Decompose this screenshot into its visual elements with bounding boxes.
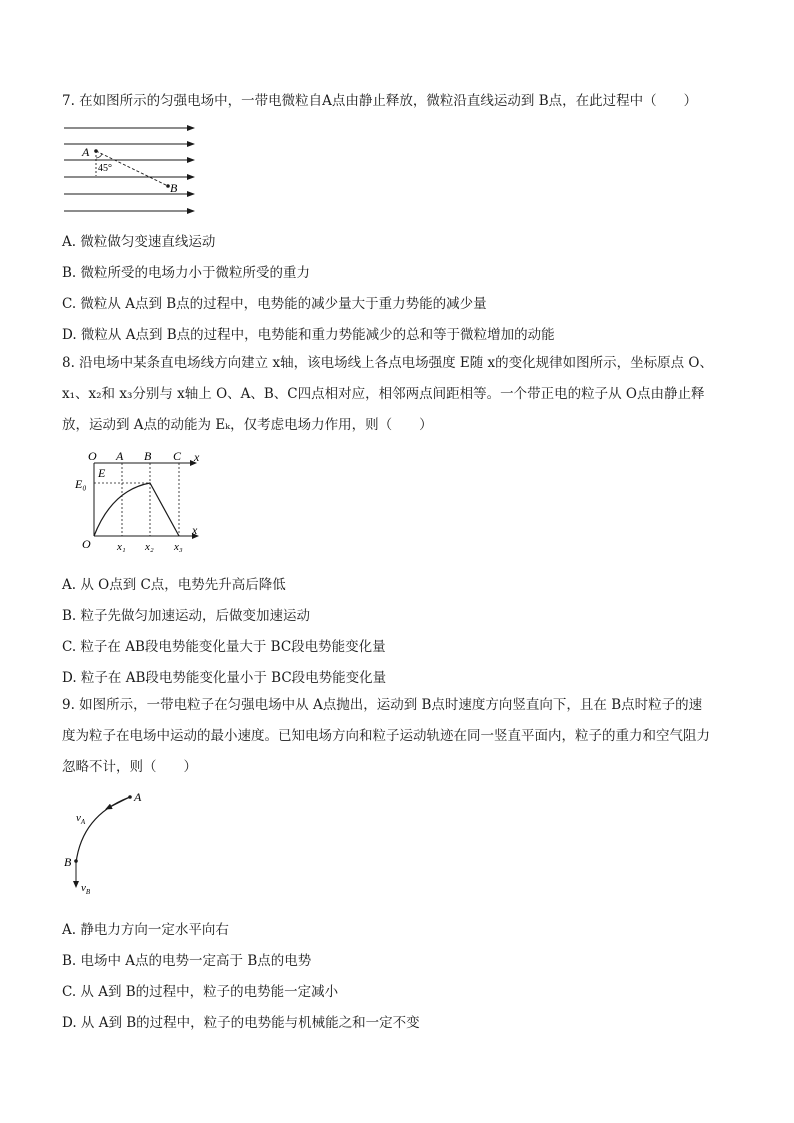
dashed-guides bbox=[94, 463, 179, 536]
q9-option-d[interactable]: D. 从 A到 B的过程中，粒子的电势能与机械能之和一定不变 bbox=[62, 1015, 420, 1031]
lower-axes bbox=[94, 463, 198, 536]
label-b: B bbox=[64, 855, 72, 869]
angle-label: 45° bbox=[98, 163, 112, 174]
point-a bbox=[128, 795, 132, 799]
q8-option-c[interactable]: C. 粒子在 AB段电势能变化量大于 BC段电势能变化量 bbox=[62, 639, 386, 655]
q9-stem-line-3: 忽略不计，则（ ） bbox=[62, 759, 197, 775]
top-label-x: x bbox=[194, 450, 200, 464]
top-axis bbox=[88, 449, 200, 464]
top-label-c: C bbox=[173, 449, 182, 463]
label-va: $v_A$ bbox=[76, 812, 86, 826]
q8-stem-line-2: x₁、x₂和 x₃分别与 x轴上 O、A、B、C四点相对应，相邻两点间距相等。一个带正电的粒子从 O点由静止释 bbox=[62, 386, 705, 402]
label-e0: E₀ bbox=[75, 477, 87, 491]
q7-option-d[interactable]: D. 微粒从 A点到 B点的过程中，电势能和重力势能减少的总和等于微粒增加的动能 bbox=[62, 327, 555, 343]
label-e: E bbox=[98, 466, 106, 480]
q7-stem: 7. 在如图所示的匀强电场中，一带电微粒自A点由静止释放，微粒沿直线运动到 B点，在此过程中（ ） bbox=[62, 93, 698, 109]
top-label-b: B bbox=[144, 449, 152, 463]
q9-stem-line-1: 9. 如图所示，一带电粒子在匀强电场中从 A点抛出，运动到 B点时速度方向竖直向下，且在 B点时粒子的速 bbox=[62, 697, 703, 713]
trajectory-curve bbox=[76, 797, 130, 863]
q8-stem-line-1: 8. 沿电场中某条直电场线方向建立 x轴，该电场线上各点电场强度 E随 x的变化规律如图所示，坐标原点 O、 bbox=[62, 355, 713, 371]
q7-option-a[interactable]: A. 微粒做匀变速直线运动 bbox=[62, 234, 216, 250]
q9-option-b[interactable]: B. 电场中 A点的电势一定高于 B点的电势 bbox=[62, 953, 312, 969]
angle-arc bbox=[96, 154, 102, 158]
e-curve bbox=[94, 483, 179, 536]
q9-option-c[interactable]: C. 从 A到 B的过程中，粒子的电势能一定减小 bbox=[62, 984, 339, 1000]
label-b: B bbox=[170, 181, 178, 195]
field-lines bbox=[64, 128, 194, 211]
point-a bbox=[94, 149, 98, 153]
q7-field-figure bbox=[62, 120, 212, 220]
bottom-label-x2: x₂ bbox=[145, 541, 154, 553]
label-a: A bbox=[134, 790, 142, 804]
q9-stem bbox=[62, 690, 742, 783]
bottom-label-x3: x₃ bbox=[174, 541, 183, 553]
q7-option-b[interactable]: B. 微粒所受的电场力小于微粒所受的重力 bbox=[62, 265, 311, 281]
q8-option-b[interactable]: B. 粒子先做匀加速运动，后做变加速运动 bbox=[62, 608, 311, 624]
q9-option-a[interactable]: A. 静电力方向一定水平向右 bbox=[62, 922, 229, 938]
top-label-a: A bbox=[116, 449, 124, 463]
q8-option-a[interactable]: A. 从 O点到 C点，电势先升高后降低 bbox=[62, 577, 286, 593]
bottom-label-o: O bbox=[82, 537, 91, 551]
bottom-label-x1: x₁ bbox=[117, 541, 126, 553]
q9-stem-line-2: 度为粒子在电场中运动的最小速度。已知电场方向和粒子运动轨迹在同一竖直平面内，粒子的重力和空气阻力 bbox=[62, 728, 710, 744]
q8-graph-figure bbox=[74, 448, 214, 558]
va-arrow bbox=[106, 797, 130, 809]
q9-trajectory-figure bbox=[62, 785, 162, 900]
label-a: A bbox=[82, 145, 90, 159]
point-b bbox=[74, 859, 78, 863]
top-label-o: O bbox=[88, 449, 97, 463]
q8-stem-line-3: 放，运动到 A点的动能为 Eₖ，仅考虑电场力作用，则（ ） bbox=[62, 417, 433, 433]
label-vb: $v_B$ bbox=[81, 882, 91, 896]
q7-option-c[interactable]: C. 微粒从 A点到 B点的过程中，电势能的减少量大于重力势能的减少量 bbox=[62, 296, 487, 312]
bottom-label-x: x bbox=[192, 523, 198, 537]
q8-stem bbox=[62, 348, 742, 441]
q8-option-d[interactable]: D. 粒子在 AB段电势能变化量小于 BC段电势能变化量 bbox=[62, 670, 387, 686]
